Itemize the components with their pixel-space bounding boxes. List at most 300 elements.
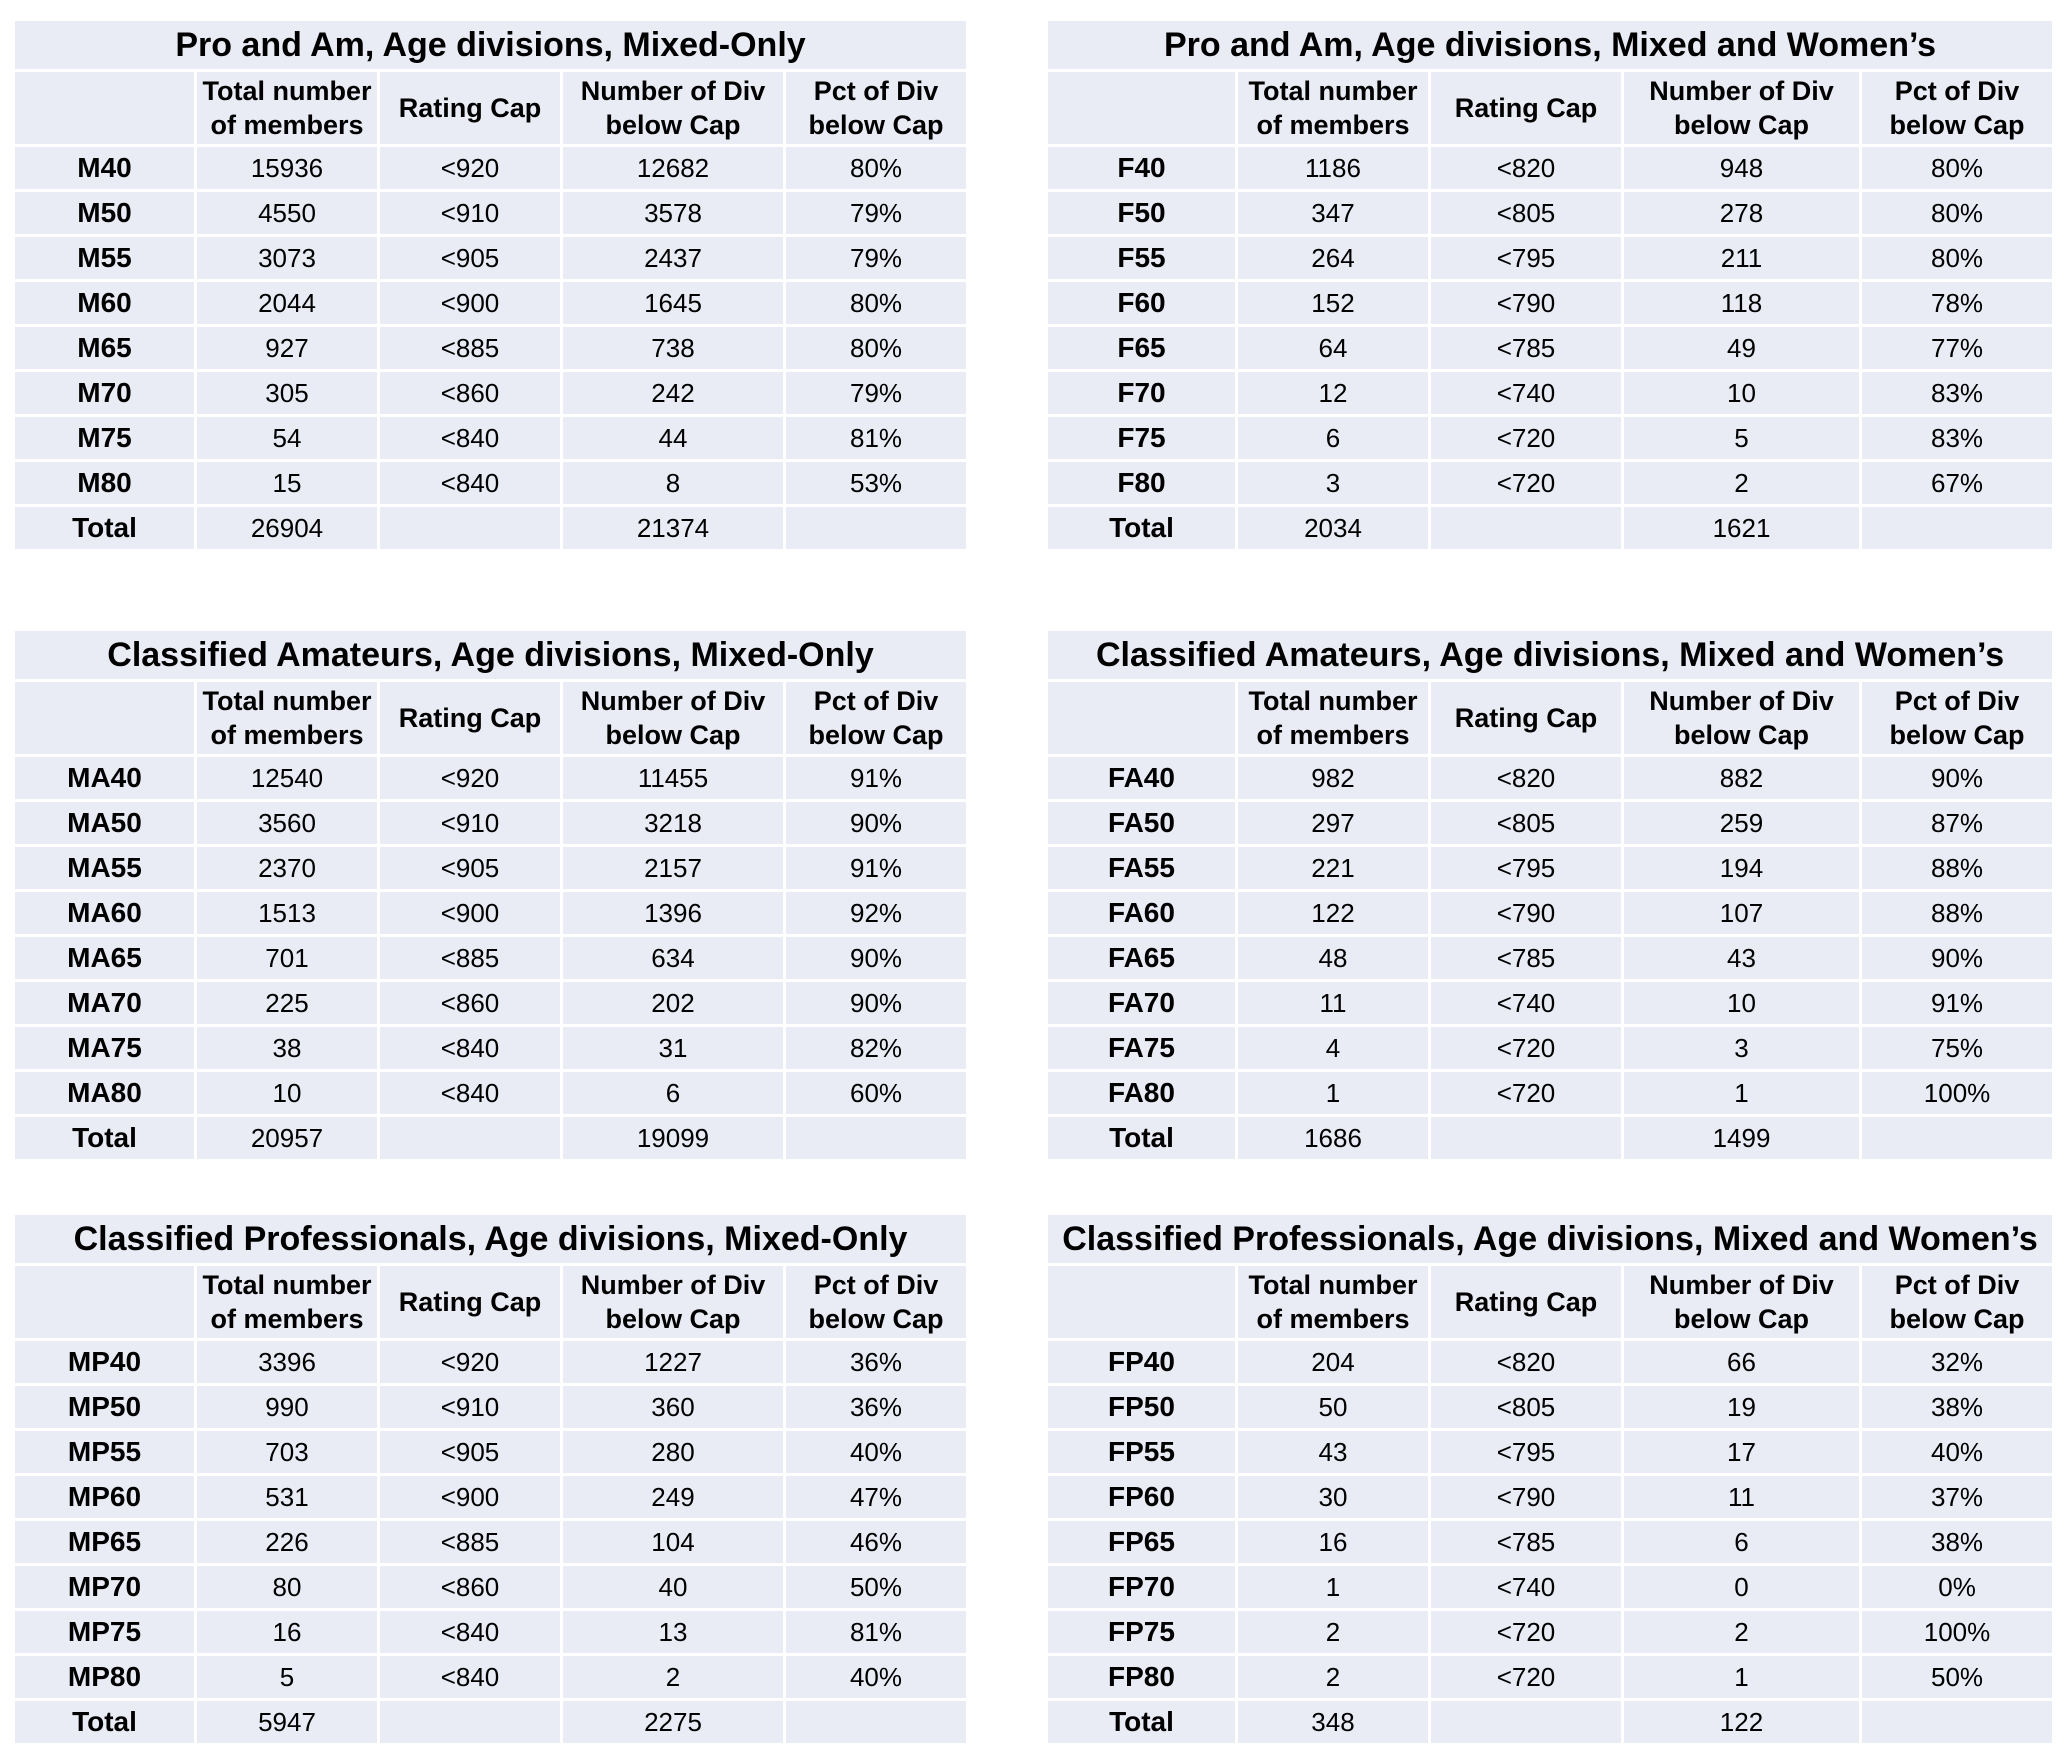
table-title: Classified Professionals, Age divisions, Mixed and Women’s bbox=[1047, 1214, 2054, 1265]
table-title: Classified Amateurs, Age divisions, Mixed and Women’s bbox=[1047, 630, 2054, 681]
table-title: Classified Amateurs, Age divisions, Mixed-Only bbox=[14, 630, 968, 681]
column-header: Rating Cap bbox=[379, 1265, 562, 1340]
column-header: Rating Cap bbox=[1430, 681, 1623, 756]
table-cell: 264 bbox=[1237, 236, 1430, 281]
division-label: F75 bbox=[1047, 416, 1237, 461]
table-cell: 38% bbox=[1861, 1520, 2054, 1565]
table-cell: 12682 bbox=[562, 146, 785, 191]
table-cell: <795 bbox=[1430, 1430, 1623, 1475]
total-cell: 21374 bbox=[562, 506, 785, 551]
table-cell: 10 bbox=[1623, 981, 1861, 1026]
table-cell: 2 bbox=[1623, 461, 1861, 506]
table-row bbox=[14, 146, 968, 191]
total-row bbox=[1047, 1116, 2054, 1161]
total-row bbox=[14, 1700, 968, 1745]
division-label: FP50 bbox=[1047, 1385, 1237, 1430]
table-row bbox=[14, 1026, 968, 1071]
table-cell: 2 bbox=[1237, 1655, 1430, 1700]
total-cell: 1621 bbox=[1623, 506, 1861, 551]
column-header: Number of Div below Cap bbox=[1623, 1265, 1861, 1340]
division-label: FP75 bbox=[1047, 1610, 1237, 1655]
table-cell: 531 bbox=[196, 1475, 379, 1520]
table-cell: 79% bbox=[785, 191, 968, 236]
table-cell: 54 bbox=[196, 416, 379, 461]
column-header: Pct of Div below Cap bbox=[785, 1265, 968, 1340]
column-header bbox=[14, 681, 196, 756]
table-cell: 37% bbox=[1861, 1475, 2054, 1520]
table-cell: 87% bbox=[1861, 801, 2054, 846]
column-header: Pct of Div below Cap bbox=[785, 681, 968, 756]
total-row bbox=[14, 506, 968, 551]
table-cell: <720 bbox=[1430, 416, 1623, 461]
table-row bbox=[14, 416, 968, 461]
table-row bbox=[1047, 1475, 2054, 1520]
total-cell bbox=[1430, 506, 1623, 551]
table-cell: 81% bbox=[785, 1610, 968, 1655]
table-cell: 80% bbox=[1861, 146, 2054, 191]
table-cell: 31 bbox=[562, 1026, 785, 1071]
division-label: MA60 bbox=[14, 891, 196, 936]
table-row bbox=[14, 756, 968, 801]
division-label: FA65 bbox=[1047, 936, 1237, 981]
table-cell: 30 bbox=[1237, 1475, 1430, 1520]
table-row bbox=[14, 936, 968, 981]
column-header bbox=[1047, 681, 1237, 756]
division-label: F70 bbox=[1047, 371, 1237, 416]
table-cell: <920 bbox=[379, 146, 562, 191]
table-cell: <820 bbox=[1430, 1340, 1623, 1385]
table-cell: 11455 bbox=[562, 756, 785, 801]
header-row bbox=[14, 71, 968, 146]
column-header: Number of Div below Cap bbox=[1623, 681, 1861, 756]
table-cell: <790 bbox=[1430, 891, 1623, 936]
table-cell: 211 bbox=[1623, 236, 1861, 281]
table-row bbox=[1047, 281, 2054, 326]
column-header: Total number of members bbox=[196, 1265, 379, 1340]
table-cell: 1 bbox=[1237, 1071, 1430, 1116]
total-row bbox=[14, 1116, 968, 1161]
table-row bbox=[14, 1430, 968, 1475]
table-cell: <805 bbox=[1430, 191, 1623, 236]
total-cell: 1499 bbox=[1623, 1116, 1861, 1161]
table-cell: 10 bbox=[1623, 371, 1861, 416]
table-row bbox=[14, 981, 968, 1026]
table-cell: <740 bbox=[1430, 981, 1623, 1026]
table-cell: <820 bbox=[1430, 756, 1623, 801]
table-cell: <805 bbox=[1430, 801, 1623, 846]
table-cell: 81% bbox=[785, 416, 968, 461]
table-cell: 280 bbox=[562, 1430, 785, 1475]
table-cell: <885 bbox=[379, 326, 562, 371]
division-label: FA75 bbox=[1047, 1026, 1237, 1071]
table-cell: 38 bbox=[196, 1026, 379, 1071]
table-cell: 8 bbox=[562, 461, 785, 506]
column-header bbox=[1047, 1265, 1237, 1340]
column-header: Rating Cap bbox=[1430, 71, 1623, 146]
table-cell: 40 bbox=[562, 1565, 785, 1610]
column-header: Rating Cap bbox=[1430, 1265, 1623, 1340]
table-row bbox=[14, 461, 968, 506]
table-cell: 90% bbox=[785, 801, 968, 846]
table-cell: 1645 bbox=[562, 281, 785, 326]
table-row bbox=[1047, 1385, 2054, 1430]
total-cell bbox=[1861, 1700, 2054, 1745]
table-cell: <860 bbox=[379, 371, 562, 416]
table-cell: 88% bbox=[1861, 891, 2054, 936]
table-cell: 90% bbox=[1861, 936, 2054, 981]
table-cell: <720 bbox=[1430, 1655, 1623, 1700]
table-cell: <900 bbox=[379, 281, 562, 326]
table-cell: <910 bbox=[379, 191, 562, 236]
total-cell: 20957 bbox=[196, 1116, 379, 1161]
table-cell: 82% bbox=[785, 1026, 968, 1071]
table-cell: 221 bbox=[1237, 846, 1430, 891]
table-cell: 88% bbox=[1861, 846, 2054, 891]
table-cell: <840 bbox=[379, 1026, 562, 1071]
table-cell: 701 bbox=[196, 936, 379, 981]
table-row bbox=[14, 1520, 968, 1565]
table-cell: 80% bbox=[1861, 236, 2054, 281]
table-cell: 80% bbox=[1861, 191, 2054, 236]
table-cell: 50% bbox=[1861, 1655, 2054, 1700]
table-pro-am-womens bbox=[1045, 18, 2055, 552]
table-professionals-womens bbox=[1045, 1212, 2055, 1746]
table-row bbox=[14, 1340, 968, 1385]
division-label: MA80 bbox=[14, 1071, 196, 1116]
table-cell: 634 bbox=[562, 936, 785, 981]
column-header: Rating Cap bbox=[379, 71, 562, 146]
table-cell: 80% bbox=[785, 281, 968, 326]
table-cell: 278 bbox=[1623, 191, 1861, 236]
table-cell: 347 bbox=[1237, 191, 1430, 236]
total-cell bbox=[785, 1116, 968, 1161]
table-cell: <840 bbox=[379, 416, 562, 461]
table-row bbox=[1047, 1520, 2054, 1565]
total-label: Total bbox=[14, 1700, 196, 1745]
table-cell: 49 bbox=[1623, 326, 1861, 371]
table-cell: 4 bbox=[1237, 1026, 1430, 1071]
table-row bbox=[14, 846, 968, 891]
table-professionals-mixed bbox=[12, 1212, 969, 1746]
division-label: M75 bbox=[14, 416, 196, 461]
total-cell: 348 bbox=[1237, 1700, 1430, 1745]
division-label: F60 bbox=[1047, 281, 1237, 326]
table-cell: 48 bbox=[1237, 936, 1430, 981]
table-cell: 36% bbox=[785, 1340, 968, 1385]
table-cell: 1 bbox=[1237, 1565, 1430, 1610]
header-row bbox=[1047, 681, 2054, 756]
column-header bbox=[1047, 71, 1237, 146]
table-cell: 882 bbox=[1623, 756, 1861, 801]
total-cell bbox=[1861, 506, 2054, 551]
total-cell: 2034 bbox=[1237, 506, 1430, 551]
table-cell: 1 bbox=[1623, 1655, 1861, 1700]
table-cell: 19 bbox=[1623, 1385, 1861, 1430]
division-label: MA75 bbox=[14, 1026, 196, 1071]
table-row bbox=[1047, 756, 2054, 801]
table-cell: 305 bbox=[196, 371, 379, 416]
table-cell: 80% bbox=[785, 326, 968, 371]
division-label: M40 bbox=[14, 146, 196, 191]
table-cell: 1186 bbox=[1237, 146, 1430, 191]
table-cell: 12540 bbox=[196, 756, 379, 801]
column-header bbox=[14, 1265, 196, 1340]
column-header: Number of Div below Cap bbox=[1623, 71, 1861, 146]
division-label: FP70 bbox=[1047, 1565, 1237, 1610]
table-cell: 78% bbox=[1861, 281, 2054, 326]
division-label: MP65 bbox=[14, 1520, 196, 1565]
table-row bbox=[14, 1385, 968, 1430]
table-cell: 204 bbox=[1237, 1340, 1430, 1385]
table-row bbox=[14, 326, 968, 371]
table-amateurs-mixed bbox=[12, 628, 969, 1162]
table-cell: 67% bbox=[1861, 461, 2054, 506]
table-cell: <795 bbox=[1430, 846, 1623, 891]
total-row bbox=[1047, 1700, 2054, 1745]
division-label: MA50 bbox=[14, 801, 196, 846]
division-label: FP65 bbox=[1047, 1520, 1237, 1565]
table-cell: <795 bbox=[1430, 236, 1623, 281]
table-cell: <790 bbox=[1430, 281, 1623, 326]
table-cell: <860 bbox=[379, 1565, 562, 1610]
division-label: FP55 bbox=[1047, 1430, 1237, 1475]
table-row bbox=[1047, 1655, 2054, 1700]
table-cell: 0% bbox=[1861, 1565, 2054, 1610]
table-row bbox=[14, 1655, 968, 1700]
table-cell: 990 bbox=[196, 1385, 379, 1430]
total-cell: 19099 bbox=[562, 1116, 785, 1161]
table-amateurs-womens bbox=[1045, 628, 2055, 1162]
column-header: Total number of members bbox=[196, 681, 379, 756]
table-cell: 32% bbox=[1861, 1340, 2054, 1385]
header-row bbox=[1047, 71, 2054, 146]
table-cell: 79% bbox=[785, 371, 968, 416]
table-row bbox=[14, 1071, 968, 1116]
table-cell: 80% bbox=[785, 146, 968, 191]
division-label: MP50 bbox=[14, 1385, 196, 1430]
division-label: FA50 bbox=[1047, 801, 1237, 846]
table-cell: 2370 bbox=[196, 846, 379, 891]
column-header: Number of Div below Cap bbox=[562, 1265, 785, 1340]
division-label: MA40 bbox=[14, 756, 196, 801]
table-cell: 44 bbox=[562, 416, 785, 461]
division-label: FA70 bbox=[1047, 981, 1237, 1026]
column-header: Number of Div below Cap bbox=[562, 71, 785, 146]
table-cell: 47% bbox=[785, 1475, 968, 1520]
table-cell: <785 bbox=[1430, 326, 1623, 371]
table-cell: 2 bbox=[1237, 1610, 1430, 1655]
division-label: FP80 bbox=[1047, 1655, 1237, 1700]
header-row bbox=[1047, 1265, 2054, 1340]
table-cell: 152 bbox=[1237, 281, 1430, 326]
division-label: MA55 bbox=[14, 846, 196, 891]
division-label: MA65 bbox=[14, 936, 196, 981]
table-cell: 50 bbox=[1237, 1385, 1430, 1430]
division-label: MP55 bbox=[14, 1430, 196, 1475]
table-row bbox=[1047, 461, 2054, 506]
header-row bbox=[14, 1265, 968, 1340]
table-cell: 4550 bbox=[196, 191, 379, 236]
table-cell: <885 bbox=[379, 1520, 562, 1565]
table-row bbox=[14, 1475, 968, 1520]
column-header: Total number of members bbox=[196, 71, 379, 146]
division-label: F55 bbox=[1047, 236, 1237, 281]
table-row bbox=[14, 801, 968, 846]
table-cell: 90% bbox=[785, 936, 968, 981]
table-row bbox=[1047, 371, 2054, 416]
table-row bbox=[1047, 801, 2054, 846]
table-cell: <805 bbox=[1430, 1385, 1623, 1430]
division-label: MP60 bbox=[14, 1475, 196, 1520]
table-cell: 16 bbox=[196, 1610, 379, 1655]
table-cell: <885 bbox=[379, 936, 562, 981]
table-row bbox=[1047, 936, 2054, 981]
table-cell: 3396 bbox=[196, 1340, 379, 1385]
division-label: F50 bbox=[1047, 191, 1237, 236]
table-cell: 91% bbox=[1861, 981, 2054, 1026]
table-cell: 40% bbox=[1861, 1430, 2054, 1475]
table-cell: 77% bbox=[1861, 326, 2054, 371]
table-cell: 226 bbox=[196, 1520, 379, 1565]
table-cell: 79% bbox=[785, 236, 968, 281]
table-cell: 92% bbox=[785, 891, 968, 936]
table-cell: 242 bbox=[562, 371, 785, 416]
division-label: FP40 bbox=[1047, 1340, 1237, 1385]
division-label: M55 bbox=[14, 236, 196, 281]
table-cell: <920 bbox=[379, 756, 562, 801]
table-cell: 75% bbox=[1861, 1026, 2054, 1071]
table-cell: 297 bbox=[1237, 801, 1430, 846]
table-row bbox=[14, 281, 968, 326]
total-label: Total bbox=[14, 1116, 196, 1161]
division-label: FA80 bbox=[1047, 1071, 1237, 1116]
table-cell: 40% bbox=[785, 1430, 968, 1475]
column-header: Pct of Div below Cap bbox=[1861, 71, 2054, 146]
total-cell: 2275 bbox=[562, 1700, 785, 1745]
table-cell: 927 bbox=[196, 326, 379, 371]
table-cell: 2157 bbox=[562, 846, 785, 891]
table-cell: 80 bbox=[196, 1565, 379, 1610]
total-cell bbox=[379, 1700, 562, 1745]
table-cell: 15936 bbox=[196, 146, 379, 191]
table-cell: 43 bbox=[1237, 1430, 1430, 1475]
table-cell: <900 bbox=[379, 1475, 562, 1520]
table-cell: <820 bbox=[1430, 146, 1623, 191]
table-cell: 83% bbox=[1861, 371, 2054, 416]
column-header: Rating Cap bbox=[379, 681, 562, 756]
total-cell: 5947 bbox=[196, 1700, 379, 1745]
table-row bbox=[14, 236, 968, 281]
table-cell: 5 bbox=[1623, 416, 1861, 461]
table-cell: 15 bbox=[196, 461, 379, 506]
division-label: F40 bbox=[1047, 146, 1237, 191]
table-cell: 13 bbox=[562, 1610, 785, 1655]
table-cell: 36% bbox=[785, 1385, 968, 1430]
total-row bbox=[1047, 506, 2054, 551]
total-cell: 1686 bbox=[1237, 1116, 1430, 1161]
column-header: Pct of Div below Cap bbox=[785, 71, 968, 146]
table-row bbox=[1047, 1071, 2054, 1116]
division-label: FP60 bbox=[1047, 1475, 1237, 1520]
table-cell: 40% bbox=[785, 1655, 968, 1700]
table-cell: 1396 bbox=[562, 891, 785, 936]
table-cell: 50% bbox=[785, 1565, 968, 1610]
column-header bbox=[14, 71, 196, 146]
division-label: M60 bbox=[14, 281, 196, 326]
table-row bbox=[1047, 981, 2054, 1026]
table-cell: 2 bbox=[562, 1655, 785, 1700]
table-row bbox=[1047, 1430, 2054, 1475]
table-cell: 38% bbox=[1861, 1385, 2054, 1430]
table-cell: <905 bbox=[379, 236, 562, 281]
table-cell: <905 bbox=[379, 846, 562, 891]
table-row bbox=[14, 891, 968, 936]
table-row bbox=[1047, 416, 2054, 461]
table-cell: <740 bbox=[1430, 371, 1623, 416]
table-cell: 225 bbox=[196, 981, 379, 1026]
table-cell: <840 bbox=[379, 1655, 562, 1700]
table-cell: 194 bbox=[1623, 846, 1861, 891]
table-row bbox=[1047, 236, 2054, 281]
table-row bbox=[1047, 846, 2054, 891]
table-cell: 46% bbox=[785, 1520, 968, 1565]
column-header: Number of Div below Cap bbox=[562, 681, 785, 756]
table-row bbox=[14, 1565, 968, 1610]
table-cell: <840 bbox=[379, 1071, 562, 1116]
total-label: Total bbox=[1047, 506, 1237, 551]
table-title: Classified Professionals, Age divisions, Mixed-Only bbox=[14, 1214, 968, 1265]
column-header: Pct of Div below Cap bbox=[1861, 1265, 2054, 1340]
table-cell: 249 bbox=[562, 1475, 785, 1520]
column-header: Total number of members bbox=[1237, 681, 1430, 756]
table-row bbox=[1047, 326, 2054, 371]
table-cell: <900 bbox=[379, 891, 562, 936]
table-cell: <920 bbox=[379, 1340, 562, 1385]
division-label: MP70 bbox=[14, 1565, 196, 1610]
table-cell: <860 bbox=[379, 981, 562, 1026]
table-cell: 5 bbox=[196, 1655, 379, 1700]
table-pro-am-mixed bbox=[12, 18, 969, 552]
table-cell: 104 bbox=[562, 1520, 785, 1565]
total-label: Total bbox=[14, 506, 196, 551]
table-row bbox=[1047, 891, 2054, 936]
table-cell: 10 bbox=[196, 1071, 379, 1116]
division-label: MP80 bbox=[14, 1655, 196, 1700]
table-cell: <910 bbox=[379, 1385, 562, 1430]
table-cell: 90% bbox=[785, 981, 968, 1026]
total-cell bbox=[379, 1116, 562, 1161]
table-cell: 3560 bbox=[196, 801, 379, 846]
table-cell: 43 bbox=[1623, 936, 1861, 981]
division-label: M50 bbox=[14, 191, 196, 236]
table-cell: <720 bbox=[1430, 1026, 1623, 1071]
table-cell: 11 bbox=[1623, 1475, 1861, 1520]
table-cell: <905 bbox=[379, 1430, 562, 1475]
division-label: FA60 bbox=[1047, 891, 1237, 936]
table-cell: 703 bbox=[196, 1430, 379, 1475]
table-row bbox=[1047, 1026, 2054, 1071]
table-cell: 2 bbox=[1623, 1610, 1861, 1655]
header-row bbox=[14, 681, 968, 756]
table-cell: 83% bbox=[1861, 416, 2054, 461]
table-cell: 202 bbox=[562, 981, 785, 1026]
table-row bbox=[1047, 1340, 2054, 1385]
table-row bbox=[1047, 1565, 2054, 1610]
table-cell: 360 bbox=[562, 1385, 785, 1430]
column-header: Total number of members bbox=[1237, 71, 1430, 146]
table-cell: 738 bbox=[562, 326, 785, 371]
table-cell: 91% bbox=[785, 756, 968, 801]
